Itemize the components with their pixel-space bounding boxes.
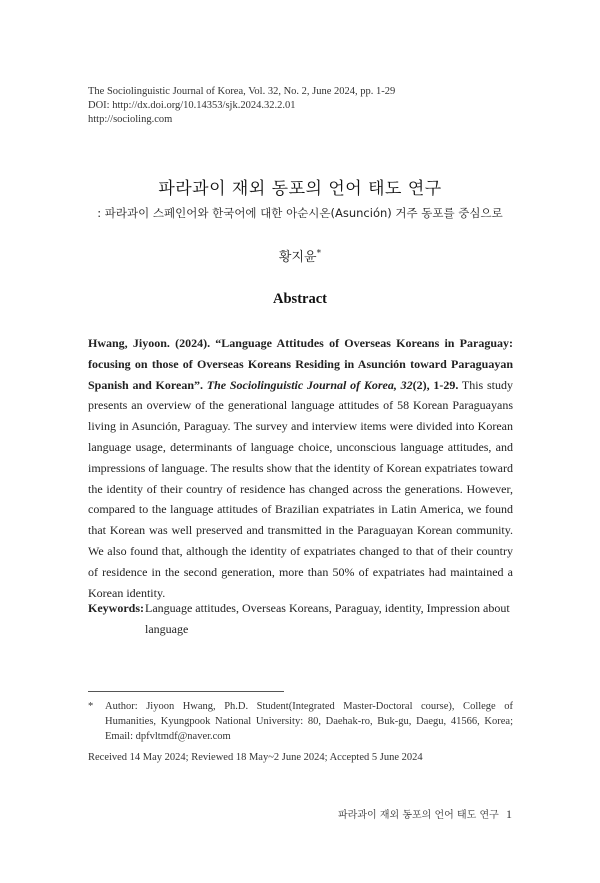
running-footer	[338, 806, 512, 822]
running-footer-title: 파라과이 재외 동포의 언어 태도 연구	[338, 810, 499, 821]
keywords-text: Language attitudes, Overseas Koreans, Paraguay, identity, Impression about language	[145, 601, 510, 636]
author-footnote-mark: *	[316, 248, 322, 259]
abstract-citation: Hwang, Jiyoon. (2024). “Language Attitudes of Overseas Koreans in Paraguay: focusing on those of Overseas Koreans Residing in Asunción toward Paraguayan Spanish and Korean”.	[88, 336, 513, 392]
footnote-divider	[88, 691, 284, 692]
paper-subtitle: : 파라과이 스페인어와 한국어에 대한 아순시온(Asunción) 거주 동포를 중심으로	[97, 206, 503, 220]
abstract-citation-issue: (2), 1-29.	[412, 377, 459, 392]
journal-header	[88, 85, 528, 127]
keywords	[88, 598, 513, 640]
author-name-text: 황지윤	[278, 250, 317, 265]
journal-url: http://socioling.com	[88, 114, 173, 125]
abstract-heading: Abstract	[273, 291, 327, 307]
received-dates: Received 14 May 2024; Reviewed 18 May~2 June 2024; Accepted 5 June 2024	[88, 752, 423, 763]
abstract-text: This study presents an overview of the generational language attitudes of 58 Korean Paraguayans living in Asunción, Paraguay. The survey and interview items were divided into Korean language usage, determinants of language choice, unconscious language attitudes, and impressions of language. The results show that the identity of Korean expatriates toward the identity of their country of residence has changed across the generations. However, compared to the language attitudes of Brazilian expatriates in Latin America, we found that Korean was well preserved and transmitted in the Paraguayan Korean community. We also found that, although the identity of expatriates changed to that of their country of residence in the second generation, more than 50% of expatriates had maintained a Korean identity.	[88, 377, 513, 600]
page-number: 1	[506, 807, 512, 821]
author-footnote	[88, 699, 513, 744]
paper-title: 파라과이 재외 동포의 언어 태도 연구	[158, 179, 442, 199]
footnote-mark: *	[88, 701, 94, 712]
abstract-body	[88, 333, 513, 603]
footnote-text: Author: Jiyoon Hwang, Ph.D. Student(Integrated Master-Doctoral course), College of Humanities, Kyungpook National University: 80, Daehak-ro, Buk-gu, Daegu, 41566, Korea; Email: dpfvltmdf@naver.com	[105, 701, 513, 742]
abstract-citation-journal: The Sociolinguistic Journal of Korea, 32	[206, 377, 413, 392]
author-name	[0, 246, 600, 265]
keywords-label: Keywords:	[88, 601, 144, 615]
doi-line: DOI: http://dx.doi.org/10.14353/sjk.2024.32.2.01	[88, 100, 296, 111]
journal-citation-line: The Sociolinguistic Journal of Korea, Vol. 32, No. 2, June 2024, pp. 1-29	[88, 86, 396, 97]
